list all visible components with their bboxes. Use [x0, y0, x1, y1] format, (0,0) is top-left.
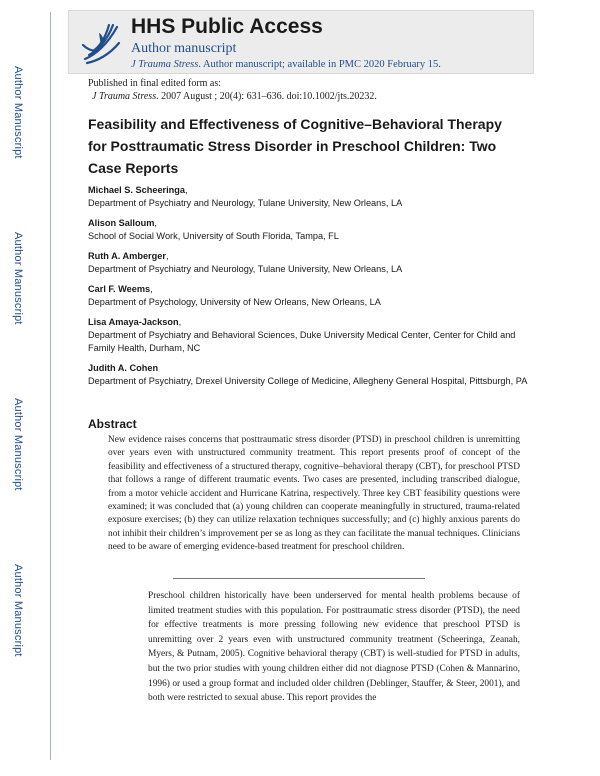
author-name: Carl F. Weems [88, 284, 151, 294]
author-entry [88, 362, 528, 388]
author-entry: Lisa Amaya-Jackson, Department of Psychiatry and Behavioral Sciences, Duke University Medical Center, Center for Child and Family Health, Durham, NC [88, 317, 516, 353]
author-list [88, 184, 528, 395]
hhs-header [68, 10, 534, 74]
author-name: Judith A. Cohen [88, 363, 159, 373]
side-label-3: Author Manuscript [12, 398, 24, 491]
hhs-eagle-logo-icon [77, 15, 125, 69]
author-name: Lisa Amaya-Jackson [88, 317, 179, 327]
author-name: Michael S. Scheeringa [88, 185, 186, 195]
author-entry: Alison Salloum, School of Social Work, University of South Florida, Tampa, FL [88, 218, 339, 241]
side-label-4: Author Manuscript [12, 564, 24, 657]
availability-text: . Author manuscript; available in PMC 2020 February 15. [198, 59, 441, 70]
article-title: Feasibility and Effectiveness of Cognitive–Behavioral Therapy for Posttraumatic Stress Disorder in Preschool Children: Two Case Reports [88, 116, 502, 176]
author-affiliation: Department of Psychiatry and Neurology, Tulane University, New Orleans, LA [88, 198, 403, 208]
author-manuscript-label: Author manuscript [131, 41, 237, 56]
body-paragraph: Preschool children historically have been underserved for mental health problems because of limited treatment studies with this population. For posttraumatic stress disorder (PTSD), the need for effective treatments is more pressing following new evidence that preschool PTSD is unremitting over 2 years even with unstructured community treatment (Scheeringa, Zeanah, Myers, & Putnam, 2005). Cognitive behavioral therapy (CBT) is well-studied for PTSD in adults, but the two prior studies with young children either did not diagnose PTSD (Cohen & Mannarino, 1996) or used a group format and included older children (Deblinger, Stauffer, & Steer, 2001), and both were restricted to sexual abuse. This report provides the [148, 591, 520, 704]
author-entry: Ruth A. Amberger, Department of Psychiatry and Neurology, Tulane University, New Orleans, LA [88, 251, 403, 274]
author-affiliation: Department of Psychology, University of New Orleans, New Orleans, LA [88, 297, 381, 307]
published-label: Published in final edited form as: [88, 78, 222, 89]
author-entry: Michael S. Scheeringa, Department of Psychiatry and Neurology, Tulane University, New Orleans, LA [88, 185, 403, 208]
published-citation [92, 90, 377, 103]
side-label-1: Author Manuscript [12, 66, 24, 159]
side-label-2: Author Manuscript [12, 232, 24, 325]
author-entry: Carl F. Weems, Department of Psychology, University of New Orleans, New Orleans, LA [88, 284, 381, 307]
journal-name: J Trauma Stress [131, 59, 199, 70]
abstract-text: New evidence raises concerns that posttraumatic stress disorder (PTSD) in preschool children is unremitting over years even with unstructured community treatment. This report presents proof of concept of the feasibility and effectiveness of a structured therapy, cognitive–behavioral therapy (CBT), for preschool PTSD that follows a range of different traumatic events. Two cases are presented, including transcribed dialogue, from a motor vehicle accident and Hurricane Katrina, respectively. Three key CBT feasibility questions were examined; it was concluded that (a) young children can cooperate meaningfully in structured, trauma-related exposure exercises; (b) they can utilize relaxation techniques successfully; and (c) highly anxious parents do not inhibit their children’s improvement per se as long as they can facilitate the manual techniques. Clinicians need to be aware of emerging evidence-based treatment for preschool children. [108, 435, 520, 553]
author-name: Alison Salloum [88, 218, 155, 228]
hhs-title: HHS Public Access [131, 15, 323, 38]
availability-line [131, 59, 441, 70]
author-affiliation: Department of Psychiatry, Drexel University College of Medicine, Allegheny General Hospital, Pittsburgh, PA [88, 376, 528, 386]
author-affiliation: Department of Psychiatry and Behavioral Sciences, Duke University Medical Center, Center for Child and Family Health, Durham, NC [88, 330, 516, 353]
section-divider [173, 578, 425, 579]
author-name: Ruth A. Amberger [88, 251, 166, 261]
author-affiliation: Department of Psychiatry and Neurology, Tulane University, New Orleans, LA [88, 264, 403, 274]
abstract-heading: Abstract [88, 417, 137, 431]
margin-divider [50, 12, 51, 760]
author-affiliation: School of Social Work, University of South Florida, Tampa, FL [88, 231, 339, 241]
published-journal: J Trauma Stress [92, 91, 157, 102]
publication-info [88, 77, 377, 103]
published-details: . 2007 August ; 20(4): 631–636. doi:10.1002/jts.20232. [156, 91, 377, 102]
